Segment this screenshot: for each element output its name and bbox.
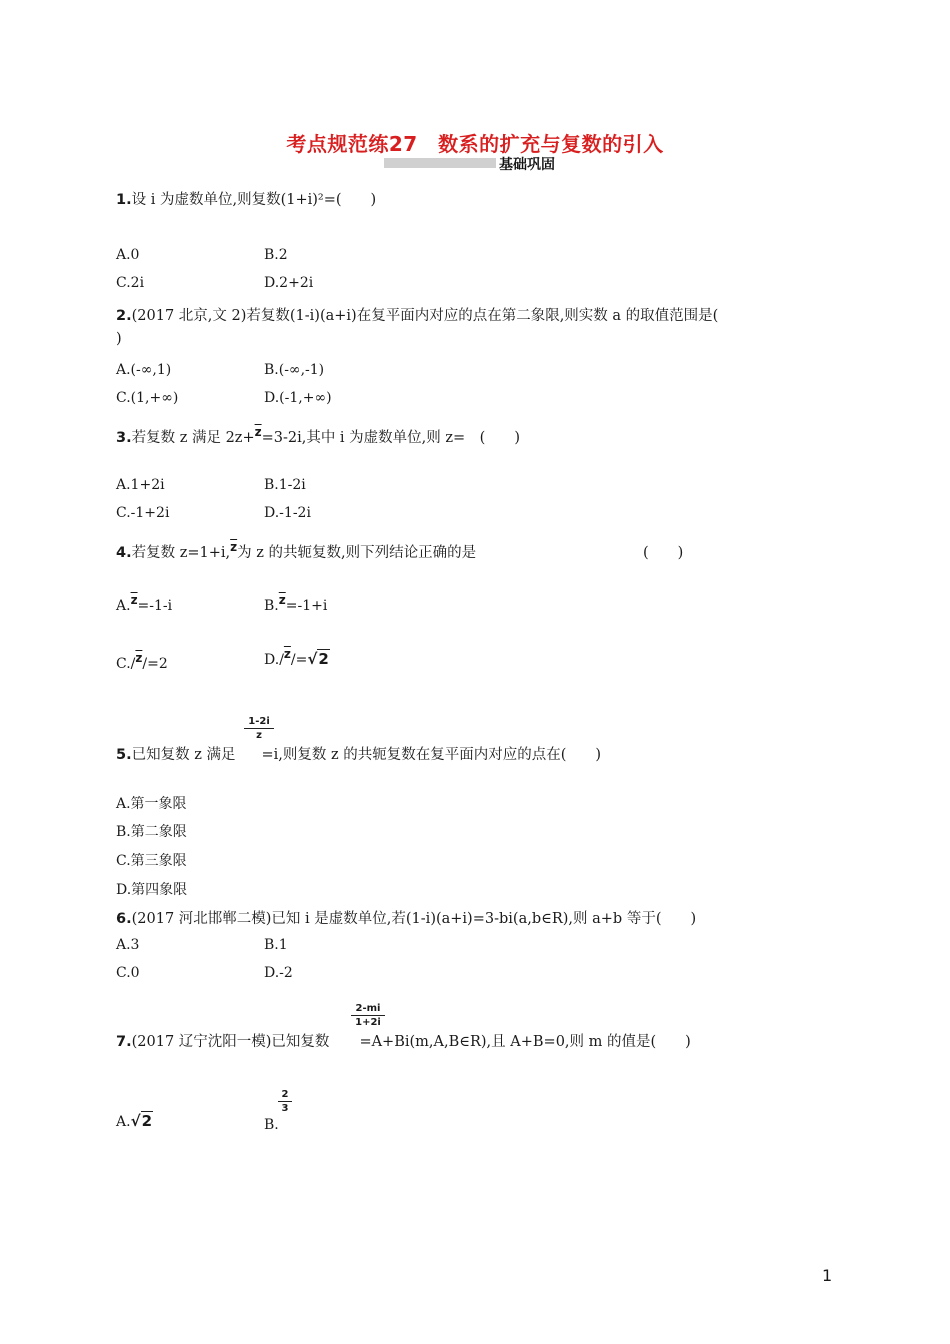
question-number: 7. [116,1034,132,1050]
question-3 [116,426,520,447]
option-d: D.(-1,+∞) [264,390,332,406]
z-conjugate: $\overline{z}$ [135,651,143,665]
question-number: 6. [116,911,132,927]
answer-paren: ( ) [643,545,684,561]
page-title: 考点规范练27 数系的扩充与复数的引入 [286,132,664,156]
option-text: / [279,652,284,668]
question-text: =i,则复数 z 的共轭复数在复平面内对应的点在( ) [261,747,602,763]
option-d: D.-2 [264,965,293,981]
option-label: D. [264,652,280,668]
question-text: (2017 河北邯郸二模)已知 i 是虚数单位,若(1-i)(a+i)=3-bi(a,b∈R),则 a+b 等于( ) [131,911,697,927]
z-conjugate: $\overline{z}$ [283,647,291,661]
question-2 [116,304,718,325]
option-d: D.2+2i [264,275,314,291]
fraction-numerator: 2 [281,1089,289,1100]
option-a [116,593,173,614]
z-conjugate: z [254,425,262,439]
z-conjugate: $\overline{z}$ [130,593,138,607]
fraction [278,1089,292,1114]
option-b: B. [264,1117,279,1133]
option-a: A.(-∞,1) [116,362,172,378]
fraction-denominator: z [256,730,262,741]
option-b: B.第二象限 [116,824,187,840]
fraction [244,716,274,741]
option-label: B. [264,598,279,614]
option-d: D.-1-2i [264,505,311,521]
option-b: B.1 [264,937,288,953]
question-5 [116,743,601,764]
option-b: B.1-2i [264,477,306,493]
question-text: =A+Bi(m,A,B∈R),且 A+B=0,则 m 的值是( ) [359,1034,691,1050]
option-text: /=2 [142,656,168,672]
question-text: 若复数 z=1+i, [131,545,231,561]
option-a: A.3 [116,937,140,953]
section-heading: 基础巩固 [499,157,555,173]
option-text: / [130,656,136,672]
question-text: (2017 北京,文 2)若复数(1-i)(a+i)在复平面内对应的点在第二象限,则实数 a 的取值范围是( [131,308,719,324]
option-text: =-1-i [137,598,173,614]
question-text: =3-2i,其中 i 为虚数单位,则 z= ( ) [261,430,520,446]
option-label: A. [116,1114,131,1130]
question-number: 5. [116,747,132,763]
option-c: C.(1,+∞) [116,390,179,406]
question-number: 1. [116,192,132,208]
option-c: C.0 [116,965,140,981]
sqrt-radicand: 2 [318,650,329,668]
option-text: /= [290,652,308,668]
section-bar [384,158,496,168]
option-b: B.(-∞,-1) [264,362,325,378]
option-a: A.0 [116,247,140,263]
option-label: A. [116,598,131,614]
option-d: D.第四象限 [116,882,188,898]
option-a [116,1112,153,1130]
option-c: C.2i [116,275,145,291]
option-d [264,647,330,668]
question-number: 3. [116,430,132,446]
question-text: (2017 辽宁沈阳一模)已知复数 [131,1034,330,1050]
option-c: C.-1+2i [116,505,170,521]
question-text: 为 z 的共轭复数,则下列结论正确的是 [237,545,477,561]
option-b: B.2 [264,247,288,263]
z-conjugate: z [230,540,238,554]
option-label: C. [116,656,131,672]
sqrt-radicand: 2 [141,1112,153,1130]
question-7 [116,1030,691,1051]
fraction [351,1003,385,1028]
z-conjugate: $\overline{z}$ [278,593,286,607]
sqrt-symbol: √2 [130,1112,153,1130]
question-number: 2. [116,308,132,324]
page-number: 1 [822,1266,833,1285]
question-text-continued: ) [116,331,122,347]
question-4 [116,541,476,562]
option-b [264,593,328,614]
question-6 [116,907,696,928]
question-number: 4. [116,545,132,561]
fraction-denominator: 1+2i [355,1017,381,1028]
fraction-numerator: 2-mi [355,1003,381,1014]
option-a: A.1+2i [116,477,165,493]
question-text: 设 i 为虚数单位,则复数(1+i)²=( ) [131,192,377,208]
option-a: A.第一象限 [116,796,187,812]
option-text: =-1+i [285,598,328,614]
question-text: 已知复数 z 满足 [131,747,236,763]
fraction-numerator: 1-2i [248,716,270,727]
fraction-denominator: 3 [281,1103,289,1114]
question-1 [116,188,376,209]
option-c: C.第三象限 [116,853,187,869]
sqrt-symbol: √2 [307,650,329,668]
option-c [116,651,168,672]
question-text: 若复数 z 满足 2z+ [131,430,255,446]
